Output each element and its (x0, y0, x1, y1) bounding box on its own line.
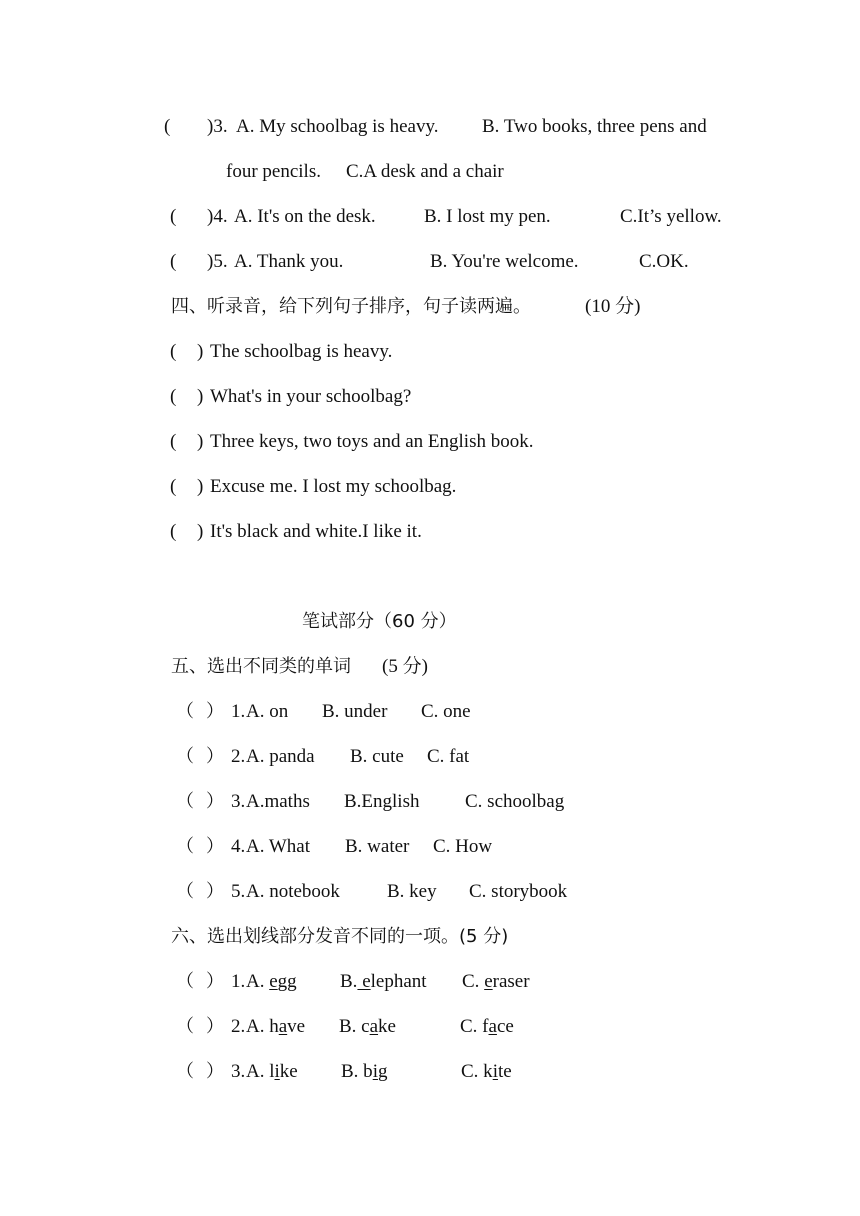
answer-paren-open: （ (176, 791, 194, 812)
option-b: B. I lost my pen. (424, 206, 551, 227)
option-text: A. h (246, 1016, 279, 1037)
answer-paren-close: ) (197, 341, 204, 362)
section-title: 五、选出不同类的单词 (171, 656, 351, 677)
list-item (0, 700, 860, 726)
question-number: 1. (231, 971, 246, 992)
sentence-text: Three keys, two toys and an English book. (210, 431, 534, 452)
question-number: 1. (231, 701, 246, 722)
question-number: 3. (231, 791, 246, 812)
option-c: C. storybook (469, 881, 568, 902)
list-item (0, 475, 860, 501)
option-a: A.maths (246, 791, 310, 812)
list-item (0, 880, 860, 906)
list-item (0, 1015, 860, 1041)
option-b: B. key (387, 881, 437, 902)
answer-paren-close: ） (206, 746, 224, 767)
option-c: C. schoolbag (465, 791, 565, 812)
question-number: 5. (231, 881, 246, 902)
answer-paren-open: （ (176, 701, 194, 722)
underlined-letter: a (488, 1016, 497, 1037)
option-text: C. f (460, 1016, 489, 1037)
underlined-letter: a (278, 1016, 288, 1037)
option-c: C.OK. (639, 251, 689, 272)
option-c: C. one (421, 701, 471, 722)
answer-paren-open: ( (170, 431, 177, 452)
answer-paren-close: ） (206, 836, 224, 857)
option-text: ce (496, 1016, 514, 1037)
option-b: B.English (344, 791, 420, 812)
option-a: A. on (246, 701, 289, 722)
list-item (0, 430, 860, 456)
section-title: 四、听录音，给下列句子排序，句子读两遍。 (171, 296, 531, 317)
option-text: g (377, 1061, 388, 1082)
option-text: te (497, 1061, 512, 1082)
list-item (0, 340, 860, 366)
section-title: 六、选出划线部分发音不同的一项。(5 分) (171, 926, 509, 947)
option-c (461, 1060, 512, 1084)
list-item (0, 835, 860, 861)
answer-paren-close: ） (206, 791, 224, 812)
answer-paren-open: （ (176, 836, 194, 857)
question-4 (0, 205, 860, 231)
list-item (0, 745, 860, 771)
option-b: B. Two books, three pens and (482, 116, 707, 137)
option-text: ke (279, 1061, 298, 1082)
section-5-heading (0, 655, 860, 681)
option-b: B. cute (350, 746, 404, 767)
list-item (0, 520, 860, 546)
sentence-text: Excuse me. I lost my schoolbag. (210, 476, 457, 497)
option-c (460, 1015, 514, 1039)
list-item (0, 790, 860, 816)
answer-paren-open: （ (176, 1061, 194, 1082)
answer-paren-open: ( (170, 386, 177, 407)
option-a: A. panda (246, 746, 315, 767)
sentence-text: The schoolbag is heavy. (210, 341, 393, 362)
page-subtitle: 笔试部分（60 分） (302, 611, 457, 632)
question-5 (0, 250, 860, 276)
option-b (340, 970, 427, 994)
option-a (246, 1060, 298, 1084)
written-part-heading (0, 610, 860, 636)
question-number: )4. (207, 206, 228, 227)
option-text: A. l (246, 1061, 275, 1082)
question-number: )5. (207, 251, 228, 272)
option-a: A. notebook (246, 881, 340, 902)
option-c (462, 970, 530, 994)
option-text: B. c (339, 1016, 370, 1037)
question-number: 3. (231, 1061, 246, 1082)
option-text: ve (287, 1016, 306, 1037)
answer-paren-open: （ (176, 881, 194, 902)
option-text: raser (492, 971, 530, 992)
option-text: gg (277, 971, 297, 992)
underlined-letter: i (274, 1061, 280, 1082)
question-number: 2. (231, 1016, 246, 1037)
answer-paren-open: ( (170, 341, 177, 362)
section-score: (10 分) (585, 296, 641, 317)
option-b: B. water (345, 836, 410, 857)
option-a: A. Thank you. (234, 251, 344, 272)
question-number: 4. (231, 836, 246, 857)
option-text: lephant (370, 971, 427, 992)
question-3-continued (0, 160, 860, 186)
answer-paren-open: （ (176, 971, 194, 992)
option-text: C. k (461, 1061, 493, 1082)
answer-paren-open: ( (170, 521, 177, 542)
answer-paren-close: ） (206, 1061, 224, 1082)
option-b: B. under (322, 701, 388, 722)
option-a (246, 970, 297, 994)
option-text: B. b (341, 1061, 373, 1082)
section-6-heading (0, 925, 860, 951)
answer-paren-close: ） (206, 881, 224, 902)
underlined-letter: e (269, 971, 278, 992)
list-item (0, 970, 860, 996)
option-c: C. fat (427, 746, 470, 767)
answer-paren-open: ( (170, 476, 177, 497)
question-number: 2. (231, 746, 246, 767)
section-4-heading (0, 295, 860, 321)
answer-paren-close: ) (197, 476, 204, 497)
option-a: A. It's on the desk. (234, 206, 376, 227)
question-3 (0, 115, 860, 141)
list-item (0, 1060, 860, 1086)
option-text: B. (340, 971, 358, 992)
answer-paren-close: ) (197, 521, 204, 542)
answer-paren-close: ） (206, 1016, 224, 1037)
answer-paren-open: ( (164, 116, 171, 137)
option-c: C. How (433, 836, 493, 857)
sentence-text: What's in your schoolbag? (210, 386, 412, 407)
option-b (339, 1015, 396, 1039)
answer-paren-open: ( (170, 251, 177, 272)
answer-paren-close: ) (197, 386, 204, 407)
underlined-letter: a (369, 1016, 379, 1037)
question-number: )3. (207, 116, 228, 137)
option-a: A. My schoolbag is heavy. (236, 116, 439, 137)
answer-paren-open: ( (170, 206, 177, 227)
option-text: A. (246, 971, 270, 992)
underlined-letter: i (372, 1061, 378, 1082)
answer-paren-close: ） (206, 701, 224, 722)
option-b: B. You're welcome. (430, 251, 579, 272)
option-text: C. (462, 971, 485, 992)
answer-paren-close: ) (197, 431, 204, 452)
option-c: C.It’s yellow. (620, 206, 722, 227)
underlined-letter: i (492, 1061, 498, 1082)
answer-paren-open: （ (176, 1016, 194, 1037)
option-a (246, 1015, 305, 1039)
underlined-letter: e (357, 971, 371, 992)
option-text: ke (378, 1016, 396, 1037)
list-item (0, 385, 860, 411)
option-a: A. What (246, 836, 311, 857)
section-score: (5 分) (382, 656, 428, 677)
option-c: C.A desk and a chair (346, 161, 504, 182)
option-b-continued: four pencils. (226, 161, 321, 182)
sentence-text: It's black and white.I like it. (210, 521, 422, 542)
option-b (341, 1060, 387, 1084)
answer-paren-close: ） (206, 971, 224, 992)
underlined-letter: e (484, 971, 493, 992)
answer-paren-open: （ (176, 746, 194, 767)
